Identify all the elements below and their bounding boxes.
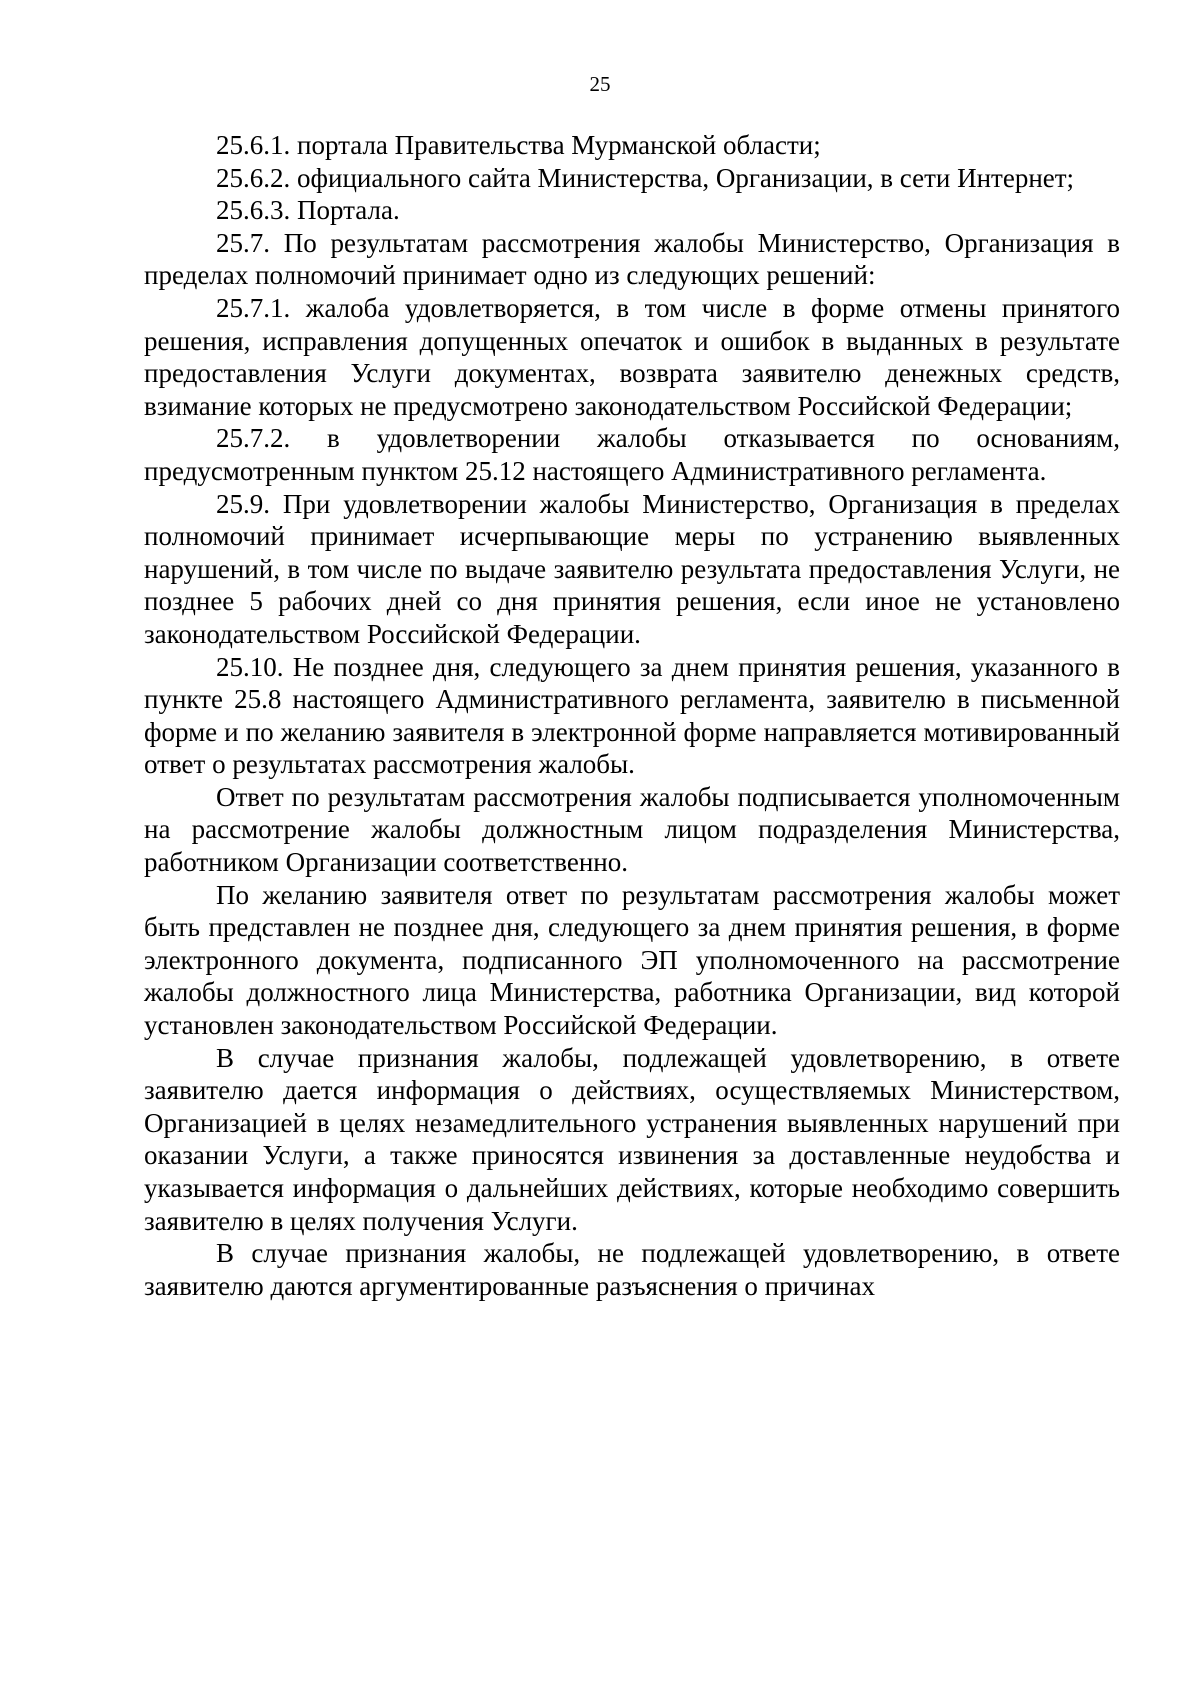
paragraph: Ответ по результатам рассмотрения жалобы подписывается уполномоченным на рассмотрение жалобы должностным лицом подразделения Министерства, работником Организации соответственно. bbox=[144, 781, 1120, 878]
page-number: 25 bbox=[589, 72, 611, 96]
paragraph: 25.7.1. жалоба удовлетворяется, в том числе в форме отмены принятого решения, исправления допущенных опечаток и ошибок в выданных в результате предоставления Услуги документах, возврата заявителю денежных средств, взимание которых не предусмотрено законодательством Российской Федерации; bbox=[144, 292, 1120, 421]
paragraph: 25.6.2. официального сайта Министерства, Организации, в сети Интернет; bbox=[216, 162, 1075, 193]
paragraph: По желанию заявителя ответ по результатам рассмотрения жалобы может быть представлен не позднее дня, следующего за днем принятия решения, в форме электронного документа, подписанного ЭП уполномоченного на рассмотрение жалобы должностного лица Министерства, работника Организации, вид которой установлен законодательством Российской Федерации. bbox=[144, 879, 1120, 1041]
document-body bbox=[144, 129, 1120, 1302]
paragraph: 25.6.3. Портала. bbox=[216, 195, 400, 226]
paragraph: 25.6.1. портала Правительства Мурманской области; bbox=[216, 130, 821, 160]
paragraph: 25.7.2. в удовлетворении жалобы отказывается по основаниям, предусмотренным пунктом 25.12 настоящего Административного регламента. bbox=[144, 423, 1120, 486]
paragraph: 25.7. По результатам рассмотрения жалобы Министерство, Организация в пределах полномочий принимает одно из следующих решений: bbox=[144, 227, 1120, 291]
paragraph: 25.9. При удовлетворении жалобы Министерство, Организация в пределах полномочий принимает исчерпывающие меры по устранению выявленных нарушений, в том числе по выдаче заявителю результата предоставления Услуги, не позднее 5 рабочих дней со дня принятия решения, если иное не установлено законодательством Российской Федерации. bbox=[144, 488, 1120, 649]
paragraph: В случае признания жалобы, подлежащей удовлетворению, в ответе заявителю дается информация о действиях, осуществляемых Министерством, Организацией в целях незамедлительного устранения выявленных нарушений при оказании Услуги, а также приносятся извинения за доставленные неудобства и указывается информация о дальнейших действиях, которые необходимо совершить заявителю в целях получения Услуги. bbox=[144, 1042, 1120, 1236]
paragraph: 25.10. Не позднее дня, следующего за днем принятия решения, указанного в пункте 25.8 настоящего Административного регламента, заявителю в письменной форме и по желанию заявителя в электронной форме направляется мотивированный ответ о результатах рассмотрения жалобы. bbox=[144, 651, 1120, 780]
paragraph: В случае признания жалобы, не подлежащей удовлетворению, в ответе заявителю даются аргументированные разъяснения о причинах bbox=[144, 1238, 1120, 1301]
